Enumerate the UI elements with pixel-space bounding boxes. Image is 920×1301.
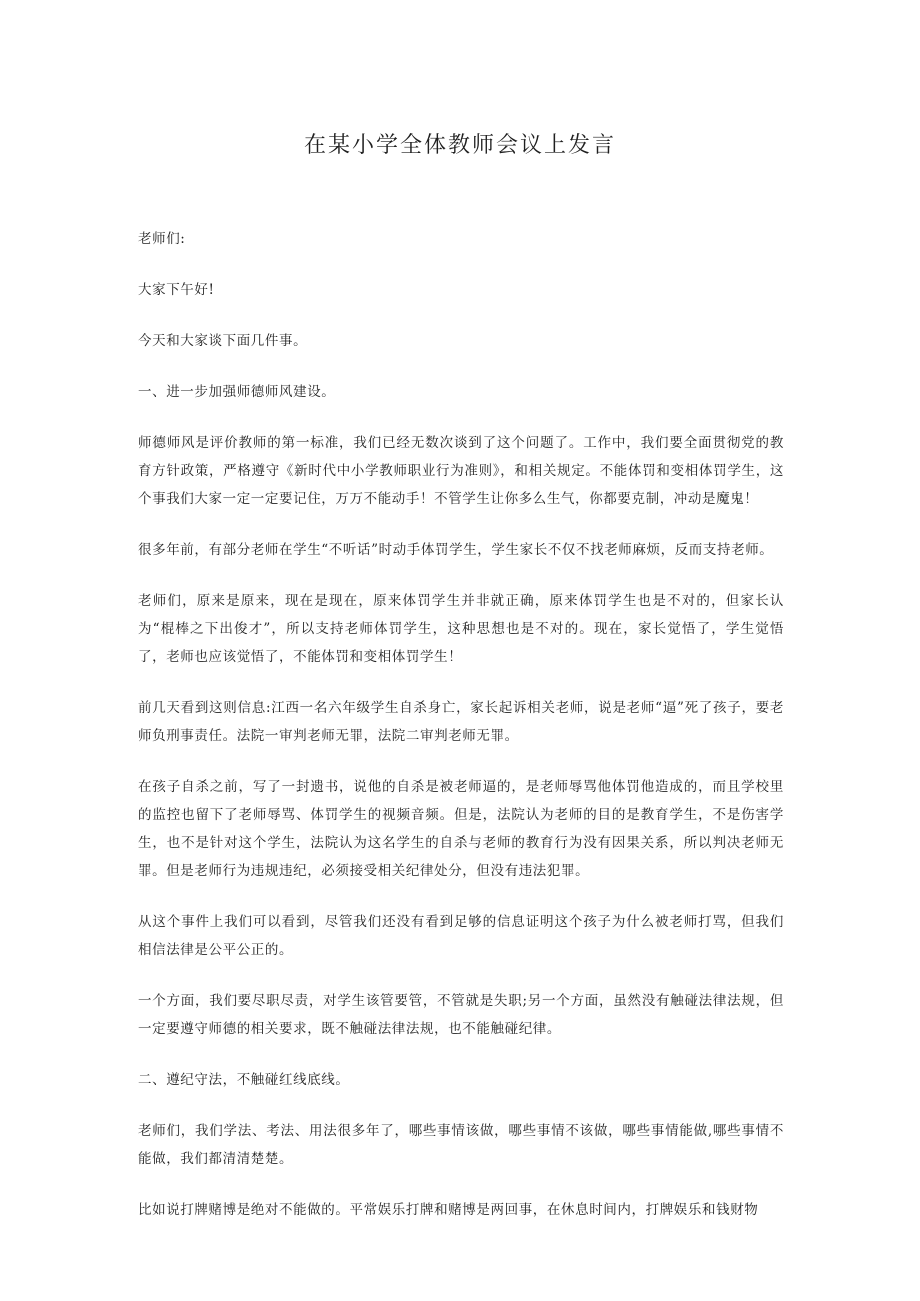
- paragraph-intro: 今天和大家谈下面几件事。: [138, 333, 308, 349]
- section-heading-1: 一、进一步加强师德师风建设。: [138, 384, 336, 400]
- paragraph-greeting: 大家下午好!: [138, 282, 215, 298]
- paragraph: 在孩子自杀之前，写了一封遗书，说他的自杀是被老师逼的，是老师辱骂他体罚他造成的，而且学校里的监控也留下了老师辱骂、体罚学生的视频音频。但是，法院认为老师的目的是教育学生，不是伤害学生，也不是针对这个学生，法院认为这名学生的自杀与老师的教育行为没有因果关系，所以判决老师无罪。但是老师行为违规违纪，必须接受相关纪律处分，但没有违法犯罪。: [138, 779, 784, 879]
- paragraph: 从这个事件上我们可以看到，尽管我们还没有看到足够的信息证明这个孩子为什么被老师打骂，但我们相信法律是公平公正的。: [138, 914, 784, 958]
- paragraph: 老师们，原来是原来，现在是现在，原来体罚学生并非就正确，原来体罚学生也是不对的，但家长认为“棍棒之下出俊才”，所以支持老师体罚学生，这种思想也是不对的。现在，家长觉悟了，学生觉悟了，老师也应该觉悟了，不能体罚和变相体罚学生！: [138, 593, 784, 665]
- paragraph: 很多年前，有部分老师在学生“不听话”时动手体罚学生，学生家长不仅不找老师麻烦，反而支持老师。: [138, 542, 774, 558]
- document-title: 在某小学全体教师会议上发言: [303, 133, 616, 158]
- paragraph: 老师们，我们学法、考法、用法很多年了，哪些事情该做，哪些事情不该做，哪些事情能做,哪些事情不能做，我们都清清楚楚。: [138, 1123, 784, 1167]
- paragraph: 比如说打牌赌博是绝对不能做的。平常娱乐打牌和赌博是两回事，在休息时间内，打牌娱乐和钱财物: [138, 1202, 759, 1218]
- document-body: [138, 225, 784, 1247]
- paragraph: 前几天看到这则信息:江西一名六年级学生自杀身亡，家长起诉相关老师，说是老师“逼”死了孩子，要老师负刑事责任。法院一审判老师无罪，法院二审判老师无罪。: [138, 700, 784, 744]
- paragraph: 师德师风是评价教师的第一标准，我们已经无数次谈到了这个问题了。工作中，我们要全面贯彻党的教育方针政策，严格遵守《新时代中小学教师职业行为准则》，和相关规定。不能体罚和变相体罚学生，这个事我们大家一定一定要记住，万万不能动手！不管学生让你多么生气，你都要克制，冲动是魔鬼！: [138, 435, 784, 507]
- section-heading-2: 二、遵纪守法，不触碰红线底线。: [138, 1072, 350, 1088]
- paragraph: 一个方面，我们要尽职尽责，对学生该管要管，不管就是失职;另一个方面，虽然没有触碰法律法规，但一定要遵守师德的相关要求，既不触碰法律法规，也不能触碰纪律。: [138, 993, 784, 1037]
- paragraph-salutation: 老师们:: [138, 231, 186, 247]
